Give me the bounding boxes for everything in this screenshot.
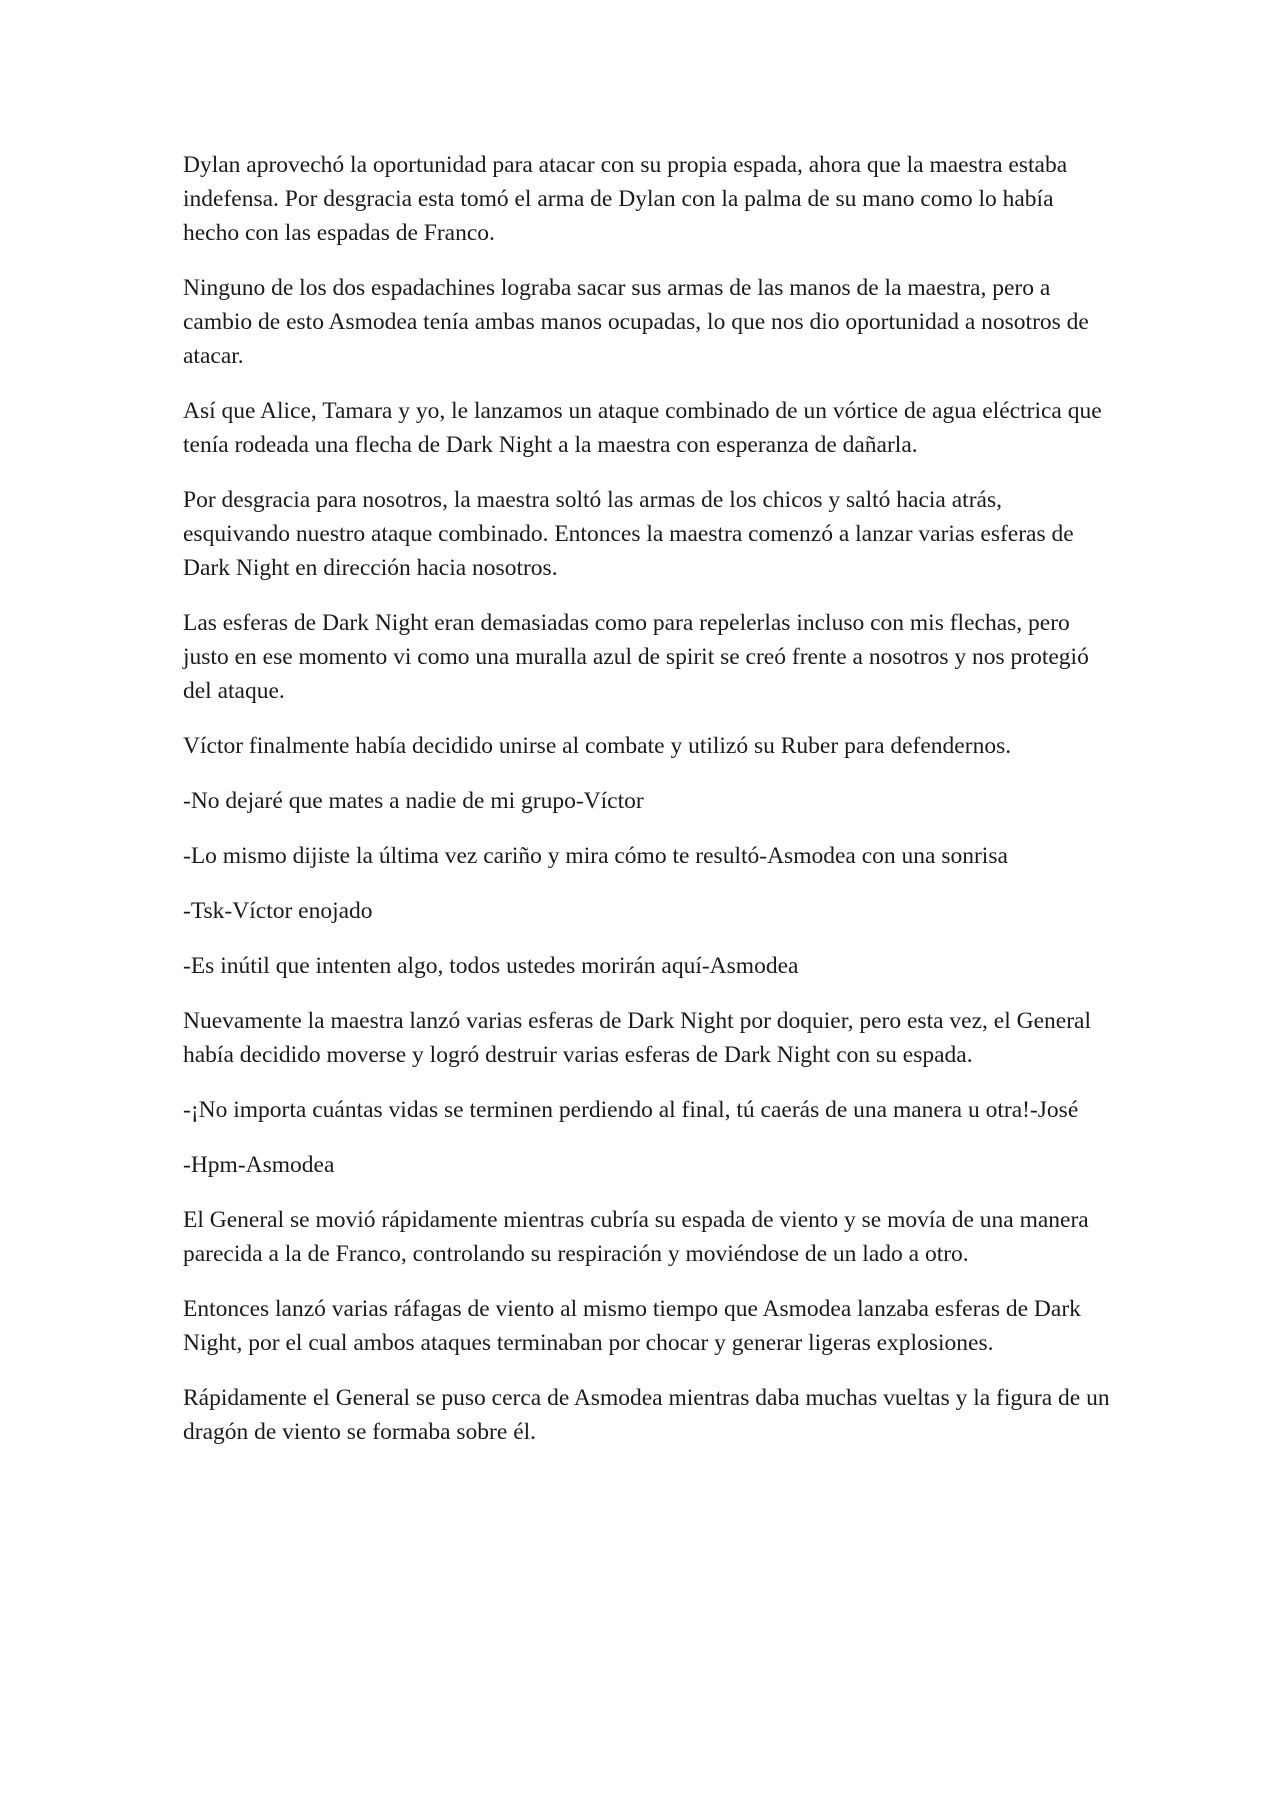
document-body [183, 148, 1113, 1470]
paragraph: Ninguno de los dos espadachines lograba sacar sus armas de las manos de la maestra, pero a cambio de esto Asmodea tenía ambas manos ocupadas, lo que nos dio oportunidad a nosotros de atacar. [183, 275, 1089, 369]
paragraph: El General se movió rápidamente mientras cubría su espada de viento y se movía de una manera parecida a la de Franco, controlando su respiración y moviéndose de un lado a otro. [183, 1207, 1089, 1267]
paragraph: Por desgracia para nosotros, la maestra soltó las armas de los chicos y saltó hacia atrás, esquivando nuestro ataque combinado. Entonces la maestra comenzó a lanzar varias esferas de Dark Night en dirección hacia nosotros. [183, 487, 1074, 581]
paragraph: Dylan aprovechó la oportunidad para atacar con su propia espada, ahora que la maestra estaba indefensa. Por desgracia esta tomó el arma de Dylan con la palma de su mano como lo había hecho con las espadas de Franco. [183, 152, 1068, 246]
paragraph: Entonces lanzó varias ráfagas de viento al mismo tiempo que Asmodea lanzaba esferas de Dark Night, por el cual ambos ataques terminaban por chocar y generar ligeras explosiones. [183, 1296, 1081, 1356]
dialogue-line: -Tsk-Víctor enojado [183, 898, 373, 924]
dialogue-line: -¡No importa cuántas vidas se terminen perdiendo al final, tú caerás de una manera u otra!-José [183, 1097, 1079, 1123]
dialogue-line: -No dejaré que mates a nadie de mi grupo-Víctor [183, 788, 644, 814]
dialogue-line: -Hpm-Asmodea [183, 1152, 335, 1178]
dialogue-line: -Lo mismo dijiste la última vez cariño y mira cómo te resultó-Asmodea con una sonrisa [183, 843, 1008, 869]
paragraph: Rápidamente el General se puso cerca de Asmodea mientras daba muchas vueltas y la figura de un dragón de viento se formaba sobre él. [183, 1385, 1110, 1445]
paragraph: Así que Alice, Tamara y yo, le lanzamos un ataque combinado de un vórtice de agua eléctrica que tenía rodeada una flecha de Dark Night a la maestra con esperanza de dañarla. [183, 398, 1102, 458]
paragraph: Nuevamente la maestra lanzó varias esferas de Dark Night por doquier, pero esta vez, el General había decidido moverse y logró destruir varias esferas de Dark Night con su espada. [183, 1008, 1091, 1068]
dialogue-line: -Es inútil que intenten algo, todos ustedes morirán aquí-Asmodea [183, 953, 799, 979]
paragraph: Víctor finalmente había decidido unirse al combate y utilizó su Ruber para defendernos. [183, 733, 1012, 759]
paragraph: Las esferas de Dark Night eran demasiadas como para repelerlas incluso con mis flechas, pero justo en ese momento vi como una muralla azul de spirit se creó frente a nosotros y nos protegió del ataque. [183, 610, 1089, 704]
